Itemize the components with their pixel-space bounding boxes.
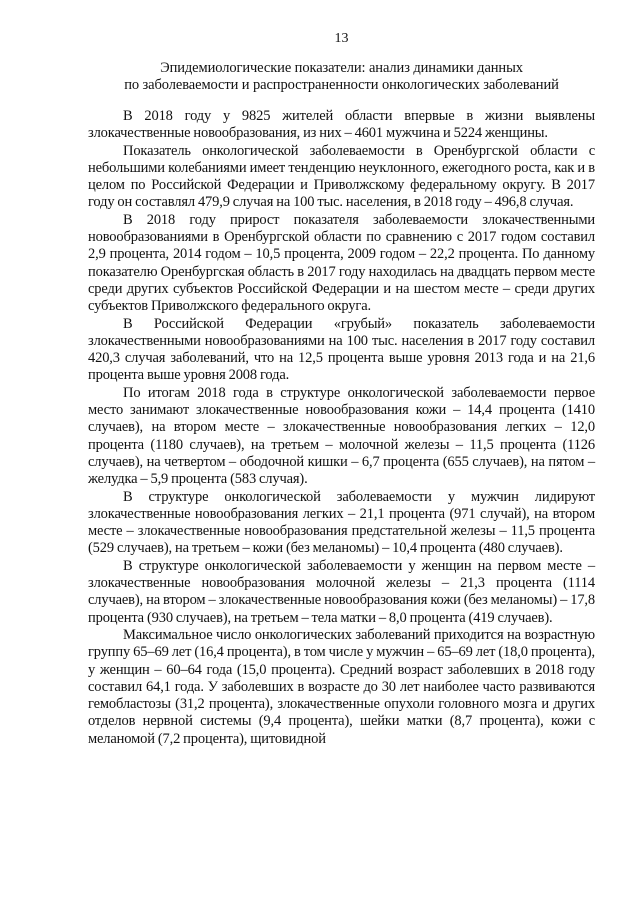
- paragraph: В 2018 году прирост показателя заболеваемости злокачественными новообразованиями в Оренбургской области по сравнению с 2017 годом составил 2,9 процента, 2014 годом – 10,5 процента, 2009 годом – 22,2 процента. По данному показателю Оренбургская область в 2017 году находилась на двадцать первом месте среди других субъектов Российской Федерации и на шестом месте – среди других субъектов Приволжского федерального округа.: [88, 211, 595, 315]
- paragraph: В 2018 году у 9825 жителей области впервые в жизни выявлены злокачественные новообразования, из них – 4601 мужчина и 5224 женщины.: [88, 108, 595, 142]
- section-title-line-2: по заболеваемости и распространенности онкологических заболеваний: [124, 77, 559, 93]
- document-body: [88, 108, 595, 748]
- paragraph: Максимальное число онкологических заболеваний приходится на возрастную группу 65–69 лет (16,4 процента), в том числе у мужчин – 65–69 лет (18,0 процента), у женщин – 60–64 года (15,0 процента). Средний возраст заболевших в 2018 году составил 64,1 года. У заболевших в возрасте до 30 лет наиболее часто развиваются гемобластозы (31,2 процента), злокачественные опухоли головного мозга и других отделов нервной системы (9,4 процента), шейки матки (8,7 процента), кожи с меланомой (7,2 процента), щитовидной: [88, 626, 595, 747]
- paragraph: В Российской Федерации «грубый» показатель заболеваемости злокачественными новообразованиями на 100 тыс. населения в 2017 году составил 420,3 случая заболеваний, что на 12,5 процента выше уровня 2013 года и на 21,6 процента выше уровня 2008 года.: [88, 315, 595, 384]
- paragraph: В структуре онкологической заболеваемости у женщин на первом месте – злокачественные новообразования молочной железы – 21,3 процента (1114 случаев), на втором – злокачественные новообразования кожи (без меланомы) – 17,8 процента (930 случаев), на третьем – тела матки – 8,0 процента (419 случаев).: [88, 557, 595, 626]
- paragraph: В структуре онкологической заболеваемости у мужчин лидируют злокачественные новообразования легких – 21,1 процента (971 случай), на втором месте – злокачественные новообразования предстательной железы – 11,5 процента (529 случаев), на третьем – кожи (без меланомы) – 10,4 процента (480 случаев).: [88, 488, 595, 557]
- paragraph: Показатель онкологической заболеваемости в Оренбургской области с небольшими колебаниями имеет тенденцию неуклонного, ежегодного роста, как и в целом по Российской Федерации и Приволжскому федеральному округу. В 2017 году он составлял 479,9 случая на 100 тыс. населения, в 2018 году – 496,8 случая.: [88, 142, 595, 211]
- section-title: [88, 60, 595, 94]
- section-title-line-1: Эпидемиологические показатели: анализ динамики данных: [160, 60, 523, 76]
- document-page: [88, 30, 595, 748]
- page-number: 13: [334, 31, 349, 46]
- paragraph: По итогам 2018 года в структуре онкологической заболеваемости первое место занимают злокачественные новообразования кожи – 14,4 процента (1410 случаев), на втором месте – злокачественные новообразования легких – 12,0 процента (1180 случаев), на третьем – молочной железы – 11,5 процента (1126 случаев), на четвертом – ободочной кишки – 6,7 процента (655 случаев), на пятом – желудка – 5,9 процента (583 случая).: [88, 384, 595, 488]
